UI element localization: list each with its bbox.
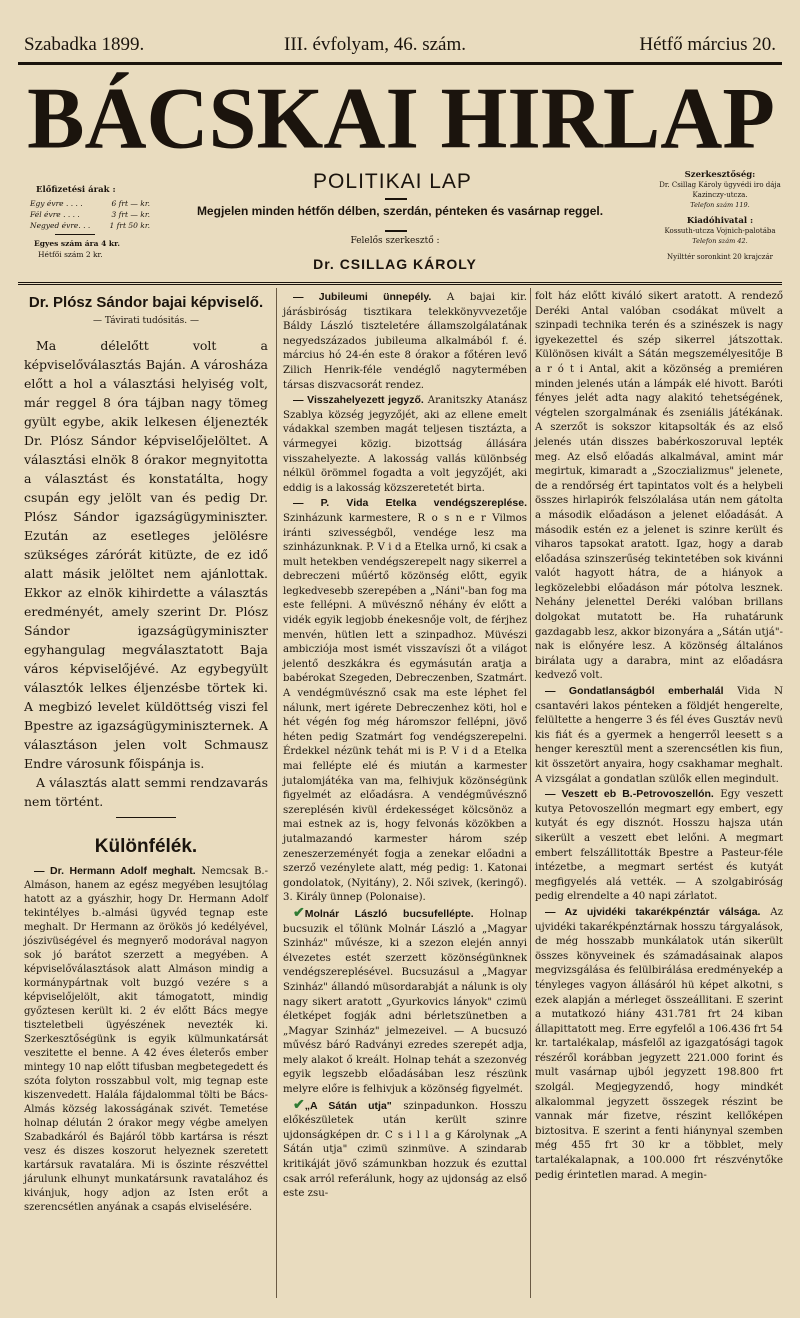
issue-volume: III. évfolyam, 46. szám. (284, 34, 467, 55)
date-bar (22, 34, 778, 60)
prices-separator (55, 234, 95, 235)
news-item: — Veszett eb B.-Petrovoszellón. Egy veszett kutya Petovoszellón megmart egy embert, egy kutyát és egy disznót. Hosszu hajsza után sikerült a veszett ebet lelőni. A megmart embert felszállitották Bpestre a Pasteur-féle intézetbe, a megmart sertést és kutyát megfigyelés alá vették. — A szolgabiróság pedig elrendelte a 40 napi zárlatot. (535, 788, 783, 903)
masthead-subtitle: POLITIKAI LAP (313, 170, 472, 193)
editorial-phone: Telefon szám 119. (690, 201, 750, 209)
news-item: — Az ujvidéki takarékpénztár válsága. Az ujvidéki takarékpénztárnak hosszu tárgyalások, de még hosszabb munkálatok után sikerült összes könyveinek és számadásainak alapos megvizsgálása és felülbirálása eredményekép a tényleges vagyon állásáról hü képet alkotni, s ezek alapján a mérleget összeállitani. E szerint a mutatkozó hiány 431.781 frt 24 kiban állapittatott meg. Erre egyfelől a 106.436 frt 54 kr. tartalékalap, másfelől az igazgatósági tagok részéről korábban jegyzett 221.000 forint és mult vasárnap ujból jegyzett 198.800 frt szolgál. Megjegyzendő, hogy mindkét alkalommal jegyzett összegek részint be vannak már fizetve, részint kellőképen biztositva. E szerint a fenti hiánynyal szemben még 455 frt 30 kr a többlet, mely tartalékalapnak, a 100.000 frt részvénytőke pedig érintetlen marad. A megin- (535, 905, 783, 1181)
price-row: Negyed évre. . . 1 frt 50 kr. (30, 221, 150, 230)
office-info (650, 170, 790, 262)
column-2 (283, 290, 527, 1202)
news-item: ✔Molnár László bucsufellépte. Holnap bucsuzik el tőlünk Molnár László a „Magyar Szinház" művésze, ki a szezon elején annyi élvezetes estét szerzett közönségünknek vendégszereplésével. Bucsuzásul a „Magyar Szinház" állandó müsordarabját a nálunk is oly nagy sikert aratott „Gyurkovics lányok" czimü életképet fogják adni bérletszünetben a „Magyar Szinház" jelmezeivel. — A bucsuzó művész báró Radványi ezredes szerepét adja, mely alakot ő kreált. Holnap tehát a szezonvég egyik legszebb előadásában lesz részünk melyre előre is felhivjuk a közönség figyelmét. (283, 904, 527, 1096)
editorial-heading: Szerkesztőség: (684, 170, 756, 180)
editor-label: Felelős szerkesztő : (350, 236, 440, 246)
news-item: — Visszahelyezett jegyző. Aranitszky Atanász Szablya község jegyzőjét, aki az ellene emelt vádakkal szemben magát teljesen tisztázta, a vármegyei közig. bizottság állására visszahelyezte. A lakosság vallás különbség nélkül örömmel fogadta a volt jegyzőjét, aki eddig is a lakosság közszeretetét birta. (283, 394, 527, 494)
news-item: — Dr. Hermann Adolf meghalt. Nemcsak B.-Almáson, hanem az egész megyében lesujtólag hatott az a gyászhir, hogy Dr. Hermann Adolf tekintélyes b.-almási ügyvéd tegnap este meghalt. Dr Hermann az örökös jó kedélyével, jószivüségével és megnyerő modorával nagyon sok jó barátot szerzett a megyében. A képviselőválasztások alatt Almáson mindig a kormánypártnak volt buzgó vezére s a képviselőjelölt, akit támogatott, mindig győztesen került ki. 2 év előtt Bács megye tiszteletbeli ügyészének nevezték ki. Szerkesztőségünk is egyik külmunkatársát veszitette el benne. A 42 éves életerős ember mintegy 10 nap előtt tifusban megbetegedett és szóta folyton rosszabbul volt, mig tegnap este kiszenvedett. Halála fájdalommal tölti be Bács-Almás község lakosságának szivét. Temetése holnap délután 2 órakor megy végbe amelyen Szabadkáról és Bajáról több kartársa is részt vesz és diszes koszorut helyeznek szeretett kartársuk ravatalára. Mi is őszinte részvéttel járulunk elhunyt munkatársunk ravatalához és kivánjuk, hogy adjon az Isten erőt a szerencsétlen anyának a csapás elviselésére. (24, 865, 268, 1213)
publisher-address: Kossuth-utcza Vojnich-palotába (664, 227, 776, 235)
monday-issue-price: Hétfői szám 2 kr. (38, 250, 103, 259)
news-item: — P. Vida Etelka vendégszereplése. Szinházunk karmestere, R o s n e r Vilmos iránti szivességből, vendége lesz ma szinházunknak. P. V i d a Etelka urnő, ki csak a mult hetekben vendégszerepelt nagy sikerrel a debreczeni műértő közönség előtt, egyik legkedvesebb szerepében a „Náni"-ban fog ma este fellépni. A müvésznő néhány év előtt a vidék egyik legjobb énekesnője volt, de férjhez menvén, hütlen lett a szinpadhoz. Müvészi ambicziója most ismét visszavíszi őt a világot jelentő deszkákra és egymásután aratja a babérokat Szegeden, Debreczenben, Szatmárt. A vendégmüvésznő csak ma este léphet fel nálunk, mert igérete Debreczenhez köti, hol e hét végén fog még háromszor fellépni, jövő héten pedig Szatmárt fog vendégszerepelni. Érdekkel nézünk tehát mi is P. V i d a Etelka mai fellépte elé és miután a karmester jutalomjátéka van ma, felhivjuk közönségünk figyelmét az előadásra. A vendégművésznő szereplésén kivül érdekességet kölcsönöz a mai estnek az is, hogy felvonás közökben a jutalmazandó karmester három szép zeneszerzeményét fogja a zenekar előadni a szerző vezénylete alatt, még pedig: 1. Katonai gondolatok, (Nyitány), 2. Női szivek, (keringő). 3. Király ünnep (Polonaise). (283, 497, 527, 904)
header-rule (18, 62, 782, 65)
news-item: — Gondatlanságból emberhalál Vida N csantavéri lakos pénteken a földjét hengerelte, felültette a hengerre 3 és fél éves Gusztáv nevü kis fiát és a gyermek a hengerről leesett s a henger keresztül ment a szerencsétlen kis fiun, kit összetört anyaira, hogy csakhamar meghalt. A vizsgálat a gondatlan szülők ellen megindult. (535, 685, 783, 785)
editorial-address: Dr. Csillag Károly ügyvédi iro dája Kazinczy-utcza. (659, 181, 781, 199)
header-bottom-rule (18, 282, 782, 285)
column-3 (535, 290, 783, 1183)
check-mark-icon: ✔ (293, 904, 305, 921)
publisher-heading: Kiadóhivatal : (686, 216, 754, 226)
price-row: Fél évre . . . . 3 frt — kr. (30, 210, 150, 219)
issue-date: Hétfő március 20. (639, 34, 776, 55)
divider-dash (385, 230, 407, 232)
publisher-phone: Telefon szám 42. (692, 237, 748, 245)
check-mark-icon: ✔ (293, 1096, 305, 1113)
news-item: folt ház előtt kiváló sikert aratott. A rendező Deréki Antal valóban csodákat müvelt a szinpadi technika terén és a szinészek is nagy igyekezettel és szép sikerrel játszottak. Különösen kivált a Sátán megszemélyesitője B a r ó t i Antal, akit a közönség a premiéren minden jelenés után a lámpák elé hivott. Baróti fényes jelét adta nagy alakitó tehetségének, végtelen szorgalmának és zseniális játékának. A szerzőt is sokszor kitapsolták és az első jelenés után disszes babérkoszoruval lepték meg. Az első előadás alkalmával, amint már megirtuk, kimaradt a „Szoczializmus" jelenete, de a rendőrség ért tapintatos volt és a helybeli összes hirlapirók felszólalása után nem gátolta a második előadáson a jelenet előadását. A második estén ez a jelenet is szinre került és viharos tapsokat aratott. Igaz, hogy a darab előadása szinszerűség tekintetében sok kivánni valót hagyott hátra, de a hiányok a legközelebbi előadáson már pótolva lesznek. Nehány jelenettel Deréki valóban brillans dolgokat mutatott be. Ha ruhatárunk gazdagabb lesz, akkor bizonyára a „Sátán utjá"-nak is előnyére lesz. A közönség általános birálata ugy a darabra, mint az előadásra kedvező volt. (535, 291, 783, 682)
article-subtitle: — Távirati tudósitás. — (93, 316, 199, 326)
editor-name: Dr. CSILLAG KÁROLY (313, 256, 477, 272)
issue-place-year: Szabadka 1899. (24, 34, 145, 55)
prices-heading: Előfizetési árak : (36, 185, 116, 195)
column-1 (24, 290, 268, 1215)
price-row: Egy évre . . . . 6 frt — kr. (30, 199, 150, 208)
article-body: A választás alatt semmi rendzavarás nem történt. (24, 775, 268, 809)
news-item: ✔„A Sátán utja" szinpadunkon. Hosszu előkészületek után került szinre ujdonságképen dr. C s i l l a g Károlynak „A Sátán utja" czimü szinmüve. A szindarab kritikáját jövő számunkban hozzuk és ezuttal csak arról referálunk, hogy az ujdonság az első este zsu- (283, 1096, 527, 1200)
single-issue-price: Egyes szám ára 4 kr. (34, 239, 120, 248)
subscription-prices (30, 185, 150, 260)
advert-price-notice: Nyilttér soronkint 20 krajczár (667, 253, 773, 261)
column-divider (276, 288, 277, 1298)
article-title: Dr. Plósz Sándor bajai képviselő. (28, 294, 264, 311)
section-rule (116, 817, 176, 818)
column-divider (530, 288, 531, 1298)
publication-schedule: Megjelen minden hétfőn délben, szerdán, pénteken és vasárnap reggel. (196, 204, 604, 218)
news-item: — Jubileumi ünnepély. A bajai kir. járásbiróság tisztikara telekkönyvvezetője Báldy László tiszteletére államszolgálatának negyedszázados jubileuma alkalmából f. é. március hó 24-én este 8 órakor a főtéren levő Zilich Henrik-féle vendéglő nagytermében társas diszvacsorát rendez. (283, 291, 527, 391)
divider-dash (385, 198, 407, 200)
section-heading: Különfélék. (94, 836, 198, 857)
masthead-title: BÁCSKAI HIRLAP (27, 69, 775, 167)
article-body: Ma délelőtt volt a képviselőválasztás Baján. A városháza előtt a hol a választási helyiség volt, már reggel 8 óra tájban nagy tömeg gyült egybe, akik lelkesen éljenezték Dr. Plósz Sándor képviselőjelöltet. A választási elnök 8 órakor megnyitotta a választást és konstatálta, hogy csupán egy jelölt van és pedig Dr. Plósz Sándor igazságügyminiszter. Ezután az esetleges jelölésre szükséges zárórát kitüzte, de ez idő alatt másik jelöltet nem ajánlottak. Ekkor az elnök kihirdette a választás eredményét, amely szerint Dr. Plósz Sándor igazságügyminiszter egyhangulag megválasztatott Baja város képviselőjévé. Az egybegyült választók lelkes éljenzésbe törtek ki. A megbizó levelet küldöttség viszi fel Bpestre az igazságügyminiszternek. A választáson jelen volt Schmausz Endre városunk főispánja is. (24, 338, 268, 771)
